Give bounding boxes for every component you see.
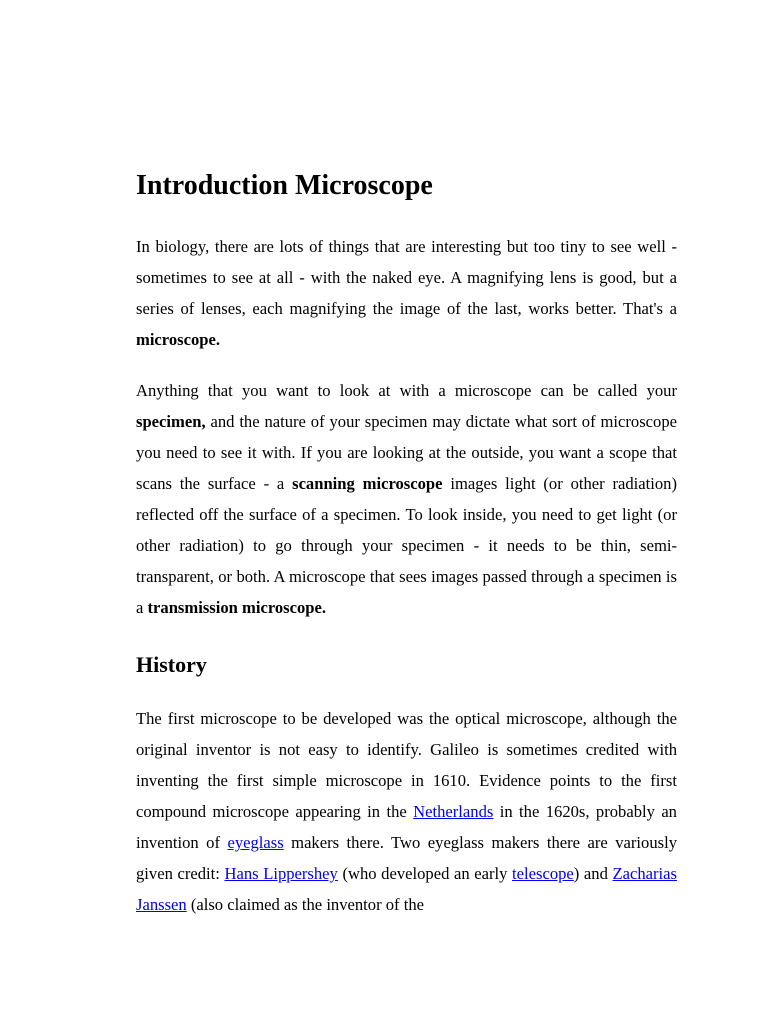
paragraph-text: In biology, there are lots of things that are interesting but too tiny to see well - sometimes to see at all - with the naked eye. A magnifying lens is good, but a series of lenses, each magnifying the image of the last, works better. That's a: [136, 237, 677, 318]
page-title: Introduction Microscope: [136, 170, 433, 201]
paragraph-text: and the nature of your specimen may dictate what sort of microscope you need to see it with. If you are looking at the outside, you want a scope that scans the surface - a: [136, 412, 677, 493]
link-netherlands[interactable]: Netherlands: [413, 802, 494, 821]
history-paragraph: [136, 703, 677, 920]
link-eyeglass[interactable]: eyeglass: [227, 833, 284, 852]
link-zacharias-janssen[interactable]: Zacharias Janssen: [136, 864, 677, 914]
history-heading: History: [136, 652, 207, 677]
intro-paragraph: [136, 231, 677, 355]
bold-term-specimen: specimen,: [136, 412, 206, 431]
paragraph-text: (also claimed as the inventor of the: [186, 895, 425, 914]
bold-term-transmission-microscope: transmission microscope.: [147, 598, 327, 617]
paragraph-text: Anything that you want to look at with a microscope can be called your: [136, 381, 677, 400]
paragraph-text: The first microscope to be developed was the optical microscope, although the original inventor is not easy to identify. Galileo is sometimes credited with inventing the first simple microscope in 1610. Evidence points to the first compound microscope appearing in the: [136, 709, 677, 821]
paragraph-text: in the 1620s, probably an invention of: [136, 802, 677, 852]
paragraph-text: images light (or other radiation) reflected off the surface of a specimen. To look inside, you need to get light (or other radiation) to go through your specimen - it needs to be thin, semi-transparent, or both. A microscope that sees images passed through a specimen is a: [136, 474, 677, 617]
link-telescope[interactable]: telescope: [512, 864, 574, 883]
paragraph-text: makers there. Two eyeglass makers there are variously given credit:: [136, 833, 677, 883]
specimen-paragraph: [136, 375, 677, 623]
paragraph-text: (who developed an early: [337, 864, 513, 883]
paragraph-text: ) and: [573, 864, 613, 883]
link-hans-lippershey[interactable]: Hans Lippershey: [224, 864, 338, 883]
bold-term-microscope: microscope.: [136, 330, 221, 349]
bold-term-scanning-microscope: scanning microscope: [292, 474, 443, 493]
